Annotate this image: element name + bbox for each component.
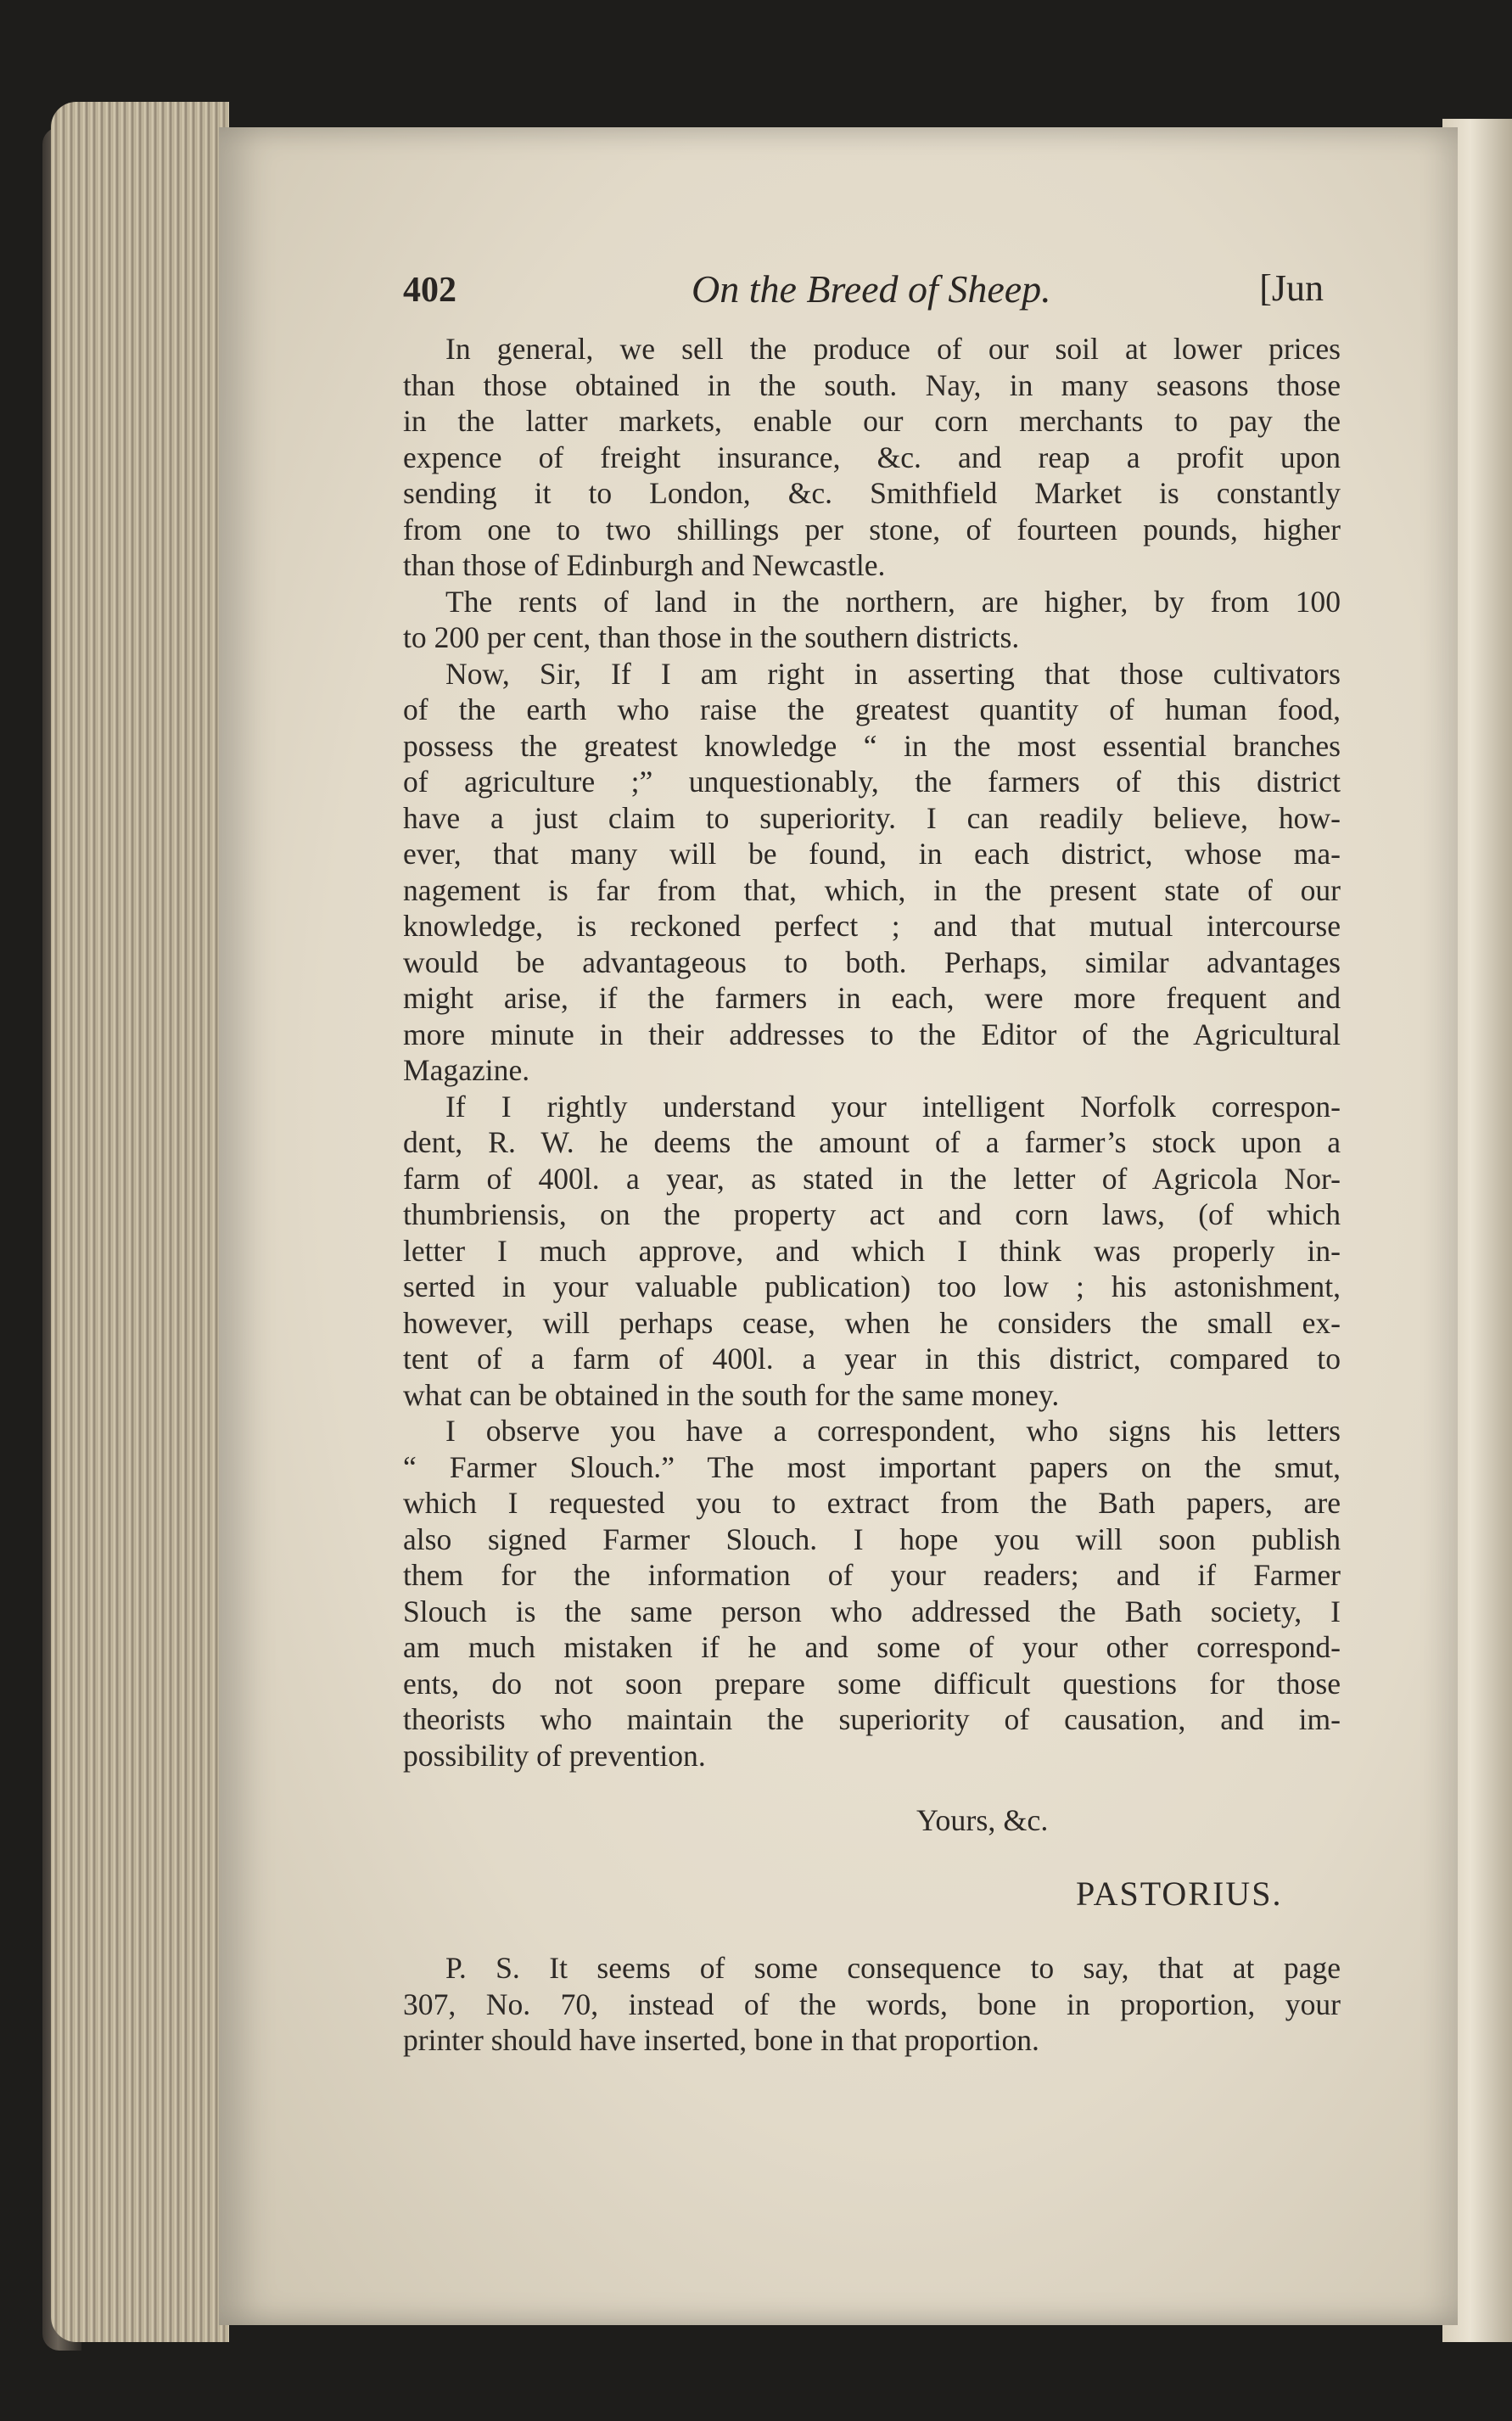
text-line: to 200 per cent, than those in the southern districts. (403, 620, 1020, 654)
text-line: tent of a farm of 400l. a year in this district, compared to (403, 1342, 1341, 1376)
text-line: them for the information of your readers; and if Farmer (403, 1558, 1341, 1592)
article-body (403, 331, 1341, 1774)
text-line: P. S. It seems of some consequence to say, that at page (445, 1951, 1341, 1985)
signoff: Yours, &c. (916, 1803, 1049, 1837)
text-line: sending it to London, &c. Smithfield Market is constantly (403, 476, 1341, 510)
text-line: which I requested you to extract from the Bath papers, are (403, 1486, 1341, 1520)
text-line: possess the greatest knowledge “ in the most essential branches (403, 728, 1341, 763)
text-line: serted in your valuable publication) too low ; his astonishment, (403, 1269, 1341, 1303)
text-line: knowledge, is reckoned perfect ; and that mutual intercourse (403, 909, 1341, 943)
paragraph (403, 331, 1341, 584)
text-line: ents, do not soon prepare some difficult questions for those (403, 1666, 1341, 1701)
text-line: might arise, if the farmers in each, were more frequent and (403, 981, 1341, 1015)
text-line: of the earth who raise the greatest quantity of human food, (403, 692, 1341, 726)
text-line: printer should have inserted, bone in that proportion. (403, 2023, 1039, 2057)
left-page-stack (51, 102, 229, 2342)
text-line: nagement is far from that, which, in the present state of our (403, 872, 1341, 907)
text-line: Slouch is the same person who addressed the Bath society, I (403, 1594, 1341, 1628)
text-line: than those obtained in the south. Nay, in many seasons those (403, 367, 1341, 402)
text-line: however, will perhaps cease, when he considers the small ex- (403, 1305, 1341, 1340)
text-line: thumbriensis, on the property act and corn laws, (of which (403, 1197, 1341, 1231)
signature: PASTORIUS. (1076, 1875, 1283, 1913)
paragraph (403, 656, 1341, 1089)
text-line: If I rightly understand your intelligent Norfolk correspon- (445, 1089, 1341, 1124)
text-line: of agriculture ;” unquestionably, the farmers of this district (403, 765, 1341, 799)
text-line: in the latter markets, enable our corn merchants to pay the (403, 404, 1341, 438)
text-line: In general, we sell the produce of our soil at lower prices (445, 332, 1341, 366)
text-line: dent, R. W. he deems the amount of a farmer’s stock upon a (403, 1125, 1341, 1159)
text-line: would be advantageous to both. Perhaps, similar advantages (403, 944, 1341, 979)
text-line: “ Farmer Slouch.” The most important papers on the smut, (403, 1449, 1341, 1484)
paragraph (403, 1413, 1341, 1774)
text-line: Magazine. (403, 1053, 530, 1087)
text-line: farm of 400l. a year, as stated in the letter of Agricola Nor- (403, 1161, 1341, 1196)
text-line: from one to two shillings per stone, of fourteen pounds, higher (403, 512, 1341, 546)
text-line: expence of freight insurance, &c. and reap a profit upon (403, 440, 1341, 474)
text-line: also signed Farmer Slouch. I hope you will soon publish (403, 1522, 1341, 1556)
text-line: Now, Sir, If I am right in asserting that those cultivators (445, 656, 1341, 691)
text-line: letter I much approve, and which I think was properly in- (403, 1233, 1341, 1268)
text-line: have a just claim to superiority. I can readily believe, how- (403, 800, 1341, 835)
paragraph (403, 1089, 1341, 1414)
text-line: ever, that many will be found, in each district, whose ma- (403, 837, 1341, 871)
text-line: theorists who maintain the superiority of causation, and im- (403, 1702, 1341, 1736)
page-number: 402 (403, 271, 456, 310)
text-line: I observe you have a correspondent, who signs his letters (445, 1414, 1341, 1448)
text-line: what can be obtained in the south for the same money. (403, 1377, 1060, 1412)
text-line: than those of Edinburgh and Newcastle. (403, 548, 886, 582)
text-line: 307, No. 70, instead of the words, bone in proportion, your (403, 1987, 1341, 2021)
text-line: The rents of land in the northern, are higher, by from 100 (445, 584, 1341, 619)
page-header (403, 263, 1324, 322)
text-line: possibility of prevention. (403, 1738, 706, 1773)
text-line: am much mistaken if he and some of your other correspond- (403, 1630, 1341, 1664)
postscript (403, 1950, 1341, 2059)
running-month: [Jun (1259, 267, 1324, 309)
text-line: more minute in their addresses to the Editor of the Agricultural (403, 1017, 1341, 1051)
running-title: On the Breed of Sheep. (692, 267, 1051, 311)
paragraph (403, 584, 1341, 656)
